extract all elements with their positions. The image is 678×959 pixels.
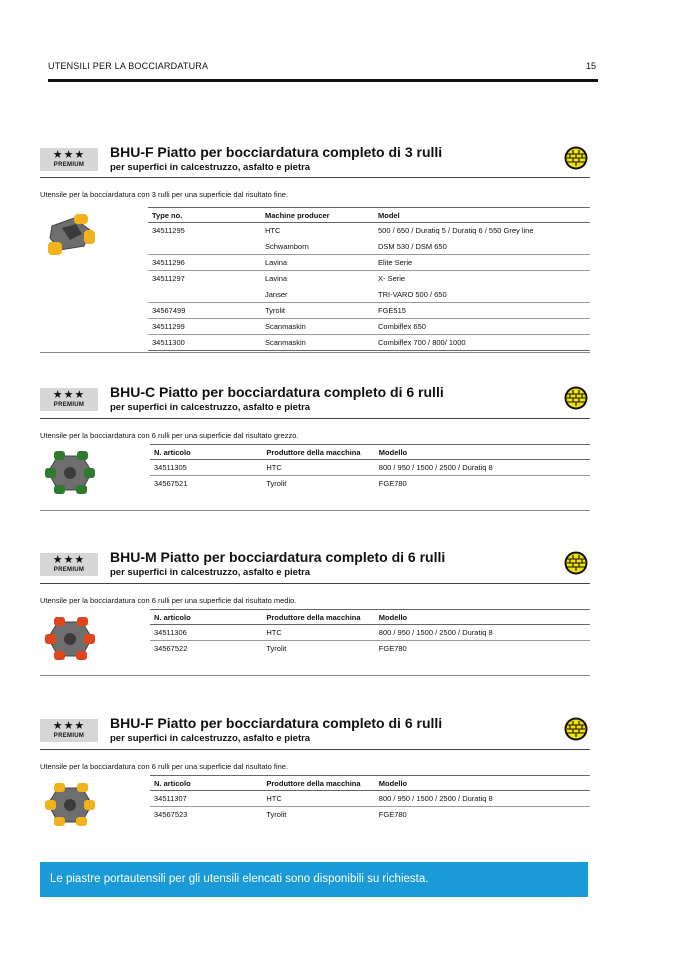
section-description: Utensile per la bocciardatura con 6 rulli per una superficie dal risultato fine. [40,762,289,771]
section-subtitle: per superfici in calcestruzzo, asfalto e pietra [110,733,311,744]
product-table [150,775,590,823]
cell-article: 34511307 [150,791,262,807]
table-row [150,791,590,807]
table-row [148,223,590,239]
cell-producer: Tyrolit [266,810,287,820]
premium-stars: ★★★ [52,389,86,401]
section-heading [110,384,444,414]
cell-producer: Schwamborn [261,239,374,255]
section-title: BHU-F Piatto per bocciardatura completo di 3 rulli [110,144,443,160]
cell-producer: Scanmaskin [261,319,374,335]
availability-notice: Le piastre portautensili per gli utensili elencati sono disponibili su richiesta. [40,862,588,897]
column-header: N. articolo [150,610,262,625]
section-divider [40,418,590,419]
column-header: Modello [375,445,590,460]
cell-producer: Tyrolit [266,644,287,654]
premium-label: PREMIUM [53,402,85,408]
section-title: BHU-M Piatto per bocciardatura completo di 6 rulli [110,549,446,565]
brick-surface-icon [564,146,588,170]
premium-badge [40,553,98,576]
section-subtitle: per superfici in calcestruzzo, asfalto e pietra [110,162,311,173]
column-header: Produttore della macchina [262,610,374,625]
premium-stars: ★★★ [52,149,86,161]
cell-article: 34567523 [154,810,188,820]
column-header: N. articolo [150,776,262,791]
bush-hammer-plate-6-rollers-coarse-image [44,450,96,496]
table-row [148,319,590,335]
table-header-row [148,208,590,223]
table-row [148,335,590,351]
cell-article: 34511306 [150,625,262,641]
section-bottom-rule [40,352,590,353]
cell-article: 34511296 [148,255,261,271]
cell-producer: Tyrolit [266,479,287,489]
cell-model: 500 / 650 / Duratiq 5 / Duratiq 6 / 550 Grey line [378,226,534,236]
cell-model: Combiflex 650 [374,319,590,335]
column-header: Model [374,208,590,223]
section-description: Utensile per la bocciardatura con 6 rulli per una superficie dal risultato grezzo. [40,431,299,440]
cell-article [148,239,261,255]
premium-label: PREMIUM [53,567,85,573]
brick-surface-icon [564,551,588,575]
section-description: Utensile per la bocciardatura con 3 rulli per una superficie dal risultato fine. [40,190,289,199]
bush-hammer-plate-3-rollers-image [44,212,96,258]
product-table [150,444,590,492]
table-row [150,460,590,476]
cell-model: X- Serie [378,274,406,284]
cell-model: TRI-VARO 500 / 650 [374,287,590,303]
cell-model: 800 / 950 / 1500 / 2500 / Duratiq 8 [375,791,590,807]
section-heading [110,144,442,174]
column-header: N. articolo [150,445,262,460]
premium-badge [40,388,98,411]
premium-label: PREMIUM [53,733,85,739]
cell-article: 34511299 [148,319,261,335]
column-header: Produttore della macchina [262,776,374,791]
table-row [148,255,590,271]
cell-producer: HTC [265,226,281,236]
section-title: BHU-C Piatto per bocciardatura completo di 6 rulli [110,384,444,400]
cell-producer: HTC [262,791,374,807]
table-row [148,271,590,287]
cell-model: 800 / 950 / 1500 / 2500 / Duratiq 8 [375,625,590,641]
cell-model: DSM 530 / DSM 650 [374,239,590,255]
cell-model: FGE780 [378,810,407,820]
premium-stars: ★★★ [52,720,86,732]
section-subtitle: per superfici in calcestruzzo, asfalto e pietra [110,402,311,413]
table-header-row [150,445,590,460]
bush-hammer-plate-6-rollers-fine-image [44,782,96,828]
premium-badge [40,719,98,742]
cell-producer: Janser [261,287,374,303]
cell-article [148,287,261,303]
cell-model: FGE780 [378,644,407,654]
table-row [148,287,590,303]
cell-article: 34567522 [154,644,188,654]
cell-article: 34567499 [148,303,261,319]
cell-article: 34567521 [154,479,188,489]
cell-model: FGE780 [378,479,407,489]
section-bottom-rule [40,510,590,511]
table-row [150,641,590,657]
column-header: Type no. [148,208,261,223]
table-row [150,476,590,492]
section-description: Utensile per la bocciardatura con 6 rulli per una superficie dal risultato medio. [40,596,297,605]
cell-model: 800 / 950 / 1500 / 2500 / Duratiq 8 [375,460,590,476]
cell-producer: Tyrolit [261,303,374,319]
cell-article: 34511295 [152,226,185,236]
cell-model: FGE515 [374,303,590,319]
cell-producer: Lavina [265,274,288,284]
section-heading [110,549,445,579]
table-header-row [150,776,590,791]
cell-producer: HTC [262,625,374,641]
table-row [148,239,590,255]
cell-model: Elite Serie [374,255,590,271]
page-header-title: UTENSILI PER LA BOCCIARDATURA [48,61,209,71]
cell-article: 34511305 [150,460,262,476]
section-divider [40,177,590,178]
premium-label: PREMIUM [53,162,85,168]
premium-badge [40,148,98,171]
page-number: 15 [585,61,596,71]
table-header-row [150,610,590,625]
table-row [148,303,590,319]
section-heading [110,715,442,745]
column-header: Machine producer [261,208,374,223]
cell-producer: HTC [262,460,374,476]
brick-surface-icon [564,386,588,410]
bush-hammer-plate-6-rollers-medium-image [44,616,96,662]
section-subtitle: per superfici in calcestruzzo, asfalto e pietra [110,567,311,578]
cell-producer: Lavina [261,255,374,271]
section-divider [40,749,590,750]
column-header: Modello [375,776,590,791]
cell-article: 34511297 [152,274,185,284]
column-header: Modello [375,610,590,625]
cell-model: Combiflex 700 / 800/ 1000 [374,335,590,351]
product-table [148,207,590,351]
page-header [48,60,598,82]
section-title: BHU-F Piatto per bocciardatura completo di 6 rulli [110,715,443,731]
brick-surface-icon [564,717,588,741]
cell-article: 34511300 [148,335,261,351]
table-row [150,807,590,823]
section-bottom-rule [40,675,590,676]
section-divider [40,583,590,584]
table-row [150,625,590,641]
cell-producer: Scanmaskin [261,335,374,351]
column-header: Produttore della macchina [262,445,374,460]
premium-stars: ★★★ [52,554,86,566]
product-table [150,609,590,657]
